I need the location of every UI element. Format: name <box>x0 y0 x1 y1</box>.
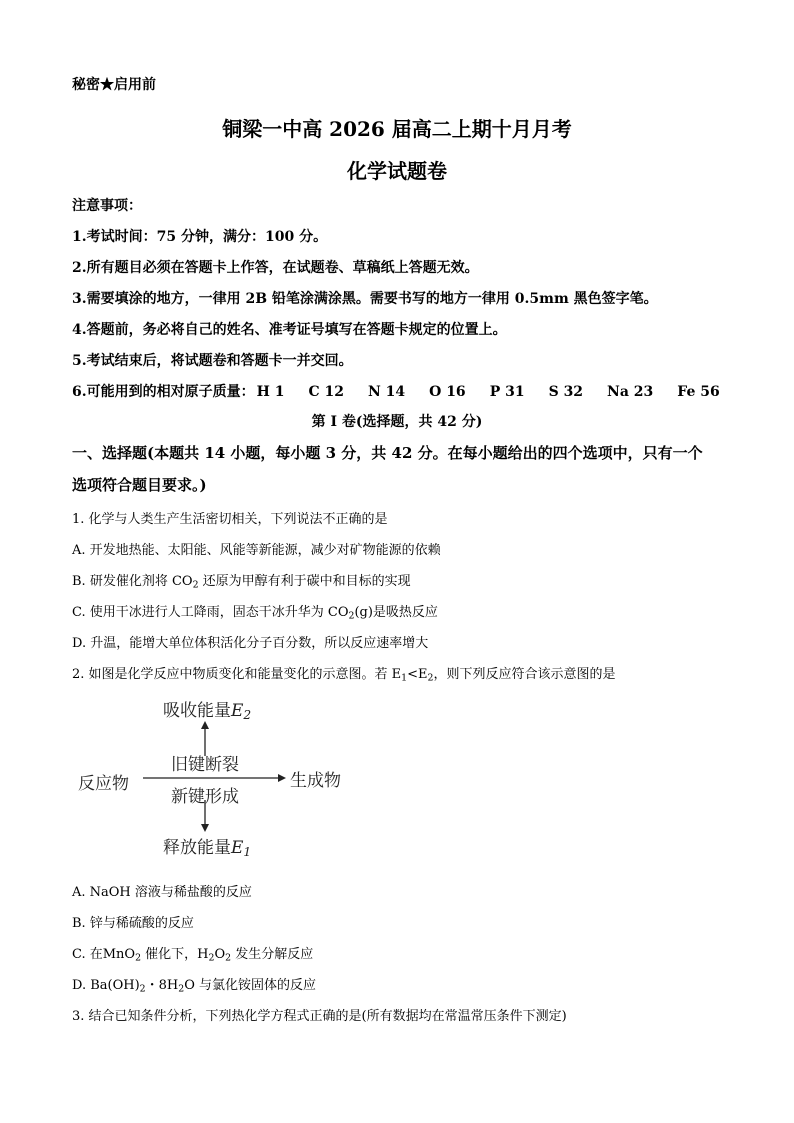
atomic-mass: C 12 <box>308 384 344 400</box>
q2-stem: 2. 如图是化学反应中物质变化和能量变化的示意图。若 $E_1<E_2$，则下列反应符合该示意图的是 <box>72 667 616 684</box>
atomic-mass: S 32 <box>548 384 584 400</box>
bond-form-label: 新键形成 <box>171 787 239 807</box>
section-title: 第 I 卷(选择题，共 42 分) <box>311 414 483 430</box>
product-label: 生成物 <box>290 771 341 791</box>
note-item-2: 2.所有题目必须在答题卡上作答，在试题卷、草稿纸上答题无效。 <box>72 260 479 276</box>
note-item-5: 5.考试结束后，将试题卷和答题卡一并交回。 <box>72 353 353 369</box>
q1-option-b: B. 研发催化剂将 $CO_2$ 还原为甲醇有利于碳中和目标的实现 <box>72 574 411 591</box>
q1-option-a: A. 开发地热能、太阳能、风能等新能源，减少对矿物能源的依赖 <box>72 543 441 558</box>
section-instruction-line1: 一、选择题(本题共 14 小题，每小题 3 分，共 42 分。在每小题给出的四个选项中，只有一个 <box>72 444 703 462</box>
q3-stem: 3. 结合已知条件分析，下列热化学方程式正确的是(所有数据均在常温常压条件下测定) <box>72 1009 567 1024</box>
q1-option-d: D. 升温，能增大单位体积活化分子百分数，所以反应速率增大 <box>72 636 429 651</box>
notes-heading: 注意事项： <box>72 198 142 214</box>
paper-subtitle: 化学试题卷 <box>347 159 447 183</box>
atomic-mass: Fe 56 <box>677 384 720 400</box>
q1-stem: 1. 化学与人类生产生活密切相关，下列说法不正确的是 <box>72 512 388 527</box>
atomic-mass: N 14 <box>367 384 406 400</box>
atomic-mass: Na 23 <box>607 384 654 400</box>
q2-option-c: C. 在MnO$_2$ 催化下，$H_2O_2$ 发生分解反应 <box>72 947 314 964</box>
q2-option-d: D. $Ba(OH)_2$・$8H_2O$ 与氯化铵固体的反应 <box>72 978 316 995</box>
q2-option-a: A. NaOH 溶液与稀盐酸的反应 <box>72 885 252 900</box>
note-item-3: 3.需要填涂的地方，一律用 2B 铅笔涂满涂黑。需要书写的地方一律用 0.5mm 黑色签字笔。 <box>72 291 658 307</box>
exam-title: 铜梁一中高 2026 届高二上期十月月考 <box>222 117 572 141</box>
atomic-mass: P 31 <box>489 384 525 400</box>
q1-option-c: C. 使用干冰进行人工降雨，固态干冰升华为 $CO_2(g)$是吸热反应 <box>72 605 438 622</box>
note-item-4: 4.答题前，务必将自己的姓名、准考证号填写在答题卡规定的位置上。 <box>72 322 507 338</box>
section-instruction-line2: 选项符合题目要求。) <box>72 476 207 494</box>
note-item-1: 1.考试时间：75 分钟，满分：100 分。 <box>72 229 328 245</box>
q2-option-b: B. 锌与稀硫酸的反应 <box>72 916 194 931</box>
atomic-prefix: 6.可能用到的相对原子质量： <box>72 384 255 400</box>
reactant-label: 反应物 <box>78 774 129 794</box>
bond-break-label: 旧键断裂 <box>171 755 239 775</box>
secret-label: 秘密★启用前 <box>72 77 156 93</box>
atomic-mass: H 1 <box>256 384 285 400</box>
release-energy-label: 释放能量$E_1$ <box>163 838 252 860</box>
absorb-energy-label: 吸收能量$E_2$ <box>163 701 252 723</box>
atomic-mass: O 16 <box>429 384 466 400</box>
